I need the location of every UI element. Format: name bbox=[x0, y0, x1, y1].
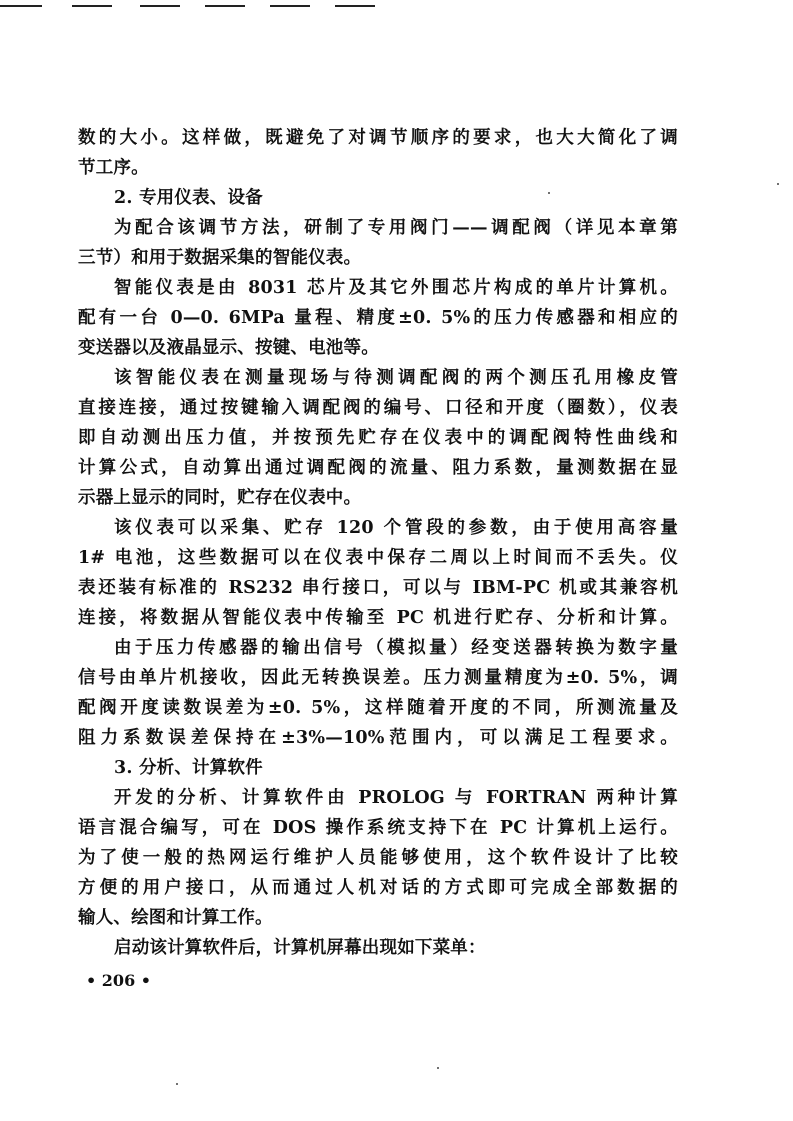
text-line: 计算公式，自动算出通过调配阀的流量、阻力系数，量测数据在显 bbox=[78, 458, 678, 478]
header-rule bbox=[335, 5, 375, 7]
text-line: 该智能仪表在测量现场与待测调配阀的两个测压孔用橡皮管 bbox=[114, 368, 678, 388]
text-line: 节工序。 bbox=[78, 158, 149, 178]
header-rule bbox=[205, 5, 245, 7]
text-line: 表还装有标准的 RS232 串行接口，可以与 IBM-PC 机或其兼容机 bbox=[78, 578, 678, 598]
text-line: 语言混合编写，可在 DOS 操作系统支持下在 PC 计算机上运行。 bbox=[78, 818, 678, 838]
text-line: 输人、绘图和计算工作。 bbox=[78, 908, 273, 928]
text-line: 启动该计算软件后，计算机屏幕出现如下菜单： bbox=[114, 938, 486, 958]
text-line: 方便的用户接口，从而通过人机对话的方式即可完成全部数据的 bbox=[78, 878, 678, 898]
header-rule bbox=[72, 5, 112, 7]
text-line: 示器上显示的同时，贮存在仪表中。 bbox=[78, 488, 362, 508]
header-rule bbox=[270, 5, 310, 7]
text-line: 配有一台 0—0. 6MPa 量程、精度±0. 5%的压力传感器和相应的 bbox=[78, 308, 678, 328]
text-line: 由于压力传感器的输出信号（模拟量）经变送器转换为数字量 bbox=[114, 638, 678, 658]
text-line: 为配合该调节方法，研制了专用阀门——调配阀（详见本章第 bbox=[114, 218, 678, 238]
text-line: 开发的分析、计算软件由 PROLOG 与 FORTRAN 两种计算 bbox=[114, 788, 678, 808]
page-number: • 206 • bbox=[86, 971, 151, 990]
text-line: 智能仪表是由 8031 芯片及其它外围芯片构成的单片计算机。 bbox=[114, 278, 678, 298]
text-line: 信号由单片机接收，因此无转换误差。压力测量精度为±0. 5%，调 bbox=[78, 668, 678, 688]
text-line: 即自动测出压力值，并按预先贮存在仪表中的调配阀特性曲线和 bbox=[78, 428, 678, 448]
header-rules bbox=[0, 0, 793, 12]
scan-speck bbox=[176, 1083, 178, 1085]
section-heading: 2. 专用仪表、设备 bbox=[114, 188, 263, 208]
text-line: 阻力系数误差保持在±3%—10%范围内，可以满足工程要求。 bbox=[78, 728, 678, 748]
text-line: 变送器以及液晶显示、按键、电池等。 bbox=[78, 338, 379, 358]
text-line: 1# 电池，这些数据可以在仪表中保存二周以上时间而不丢失。仪 bbox=[78, 548, 678, 568]
text-line: 为了使一般的热网运行维护人员能够使用，这个软件设计了比较 bbox=[78, 848, 678, 868]
text-line: 数的大小。这样做，既避免了对调节顺序的要求，也大大简化了调 bbox=[78, 128, 678, 148]
scan-speck bbox=[548, 192, 550, 194]
text-line: 该仪表可以采集、贮存 120 个管段的参数，由于使用高容量 bbox=[114, 518, 678, 538]
scan-speck bbox=[777, 183, 779, 185]
scan-speck bbox=[437, 1067, 439, 1069]
text-line: 三节）和用于数据采集的智能仪表。 bbox=[78, 248, 362, 268]
header-rule bbox=[0, 5, 42, 7]
text-line: 直接连接，通过按键输入调配阀的编号、口径和开度（圈数），仪表 bbox=[78, 398, 678, 418]
page-body bbox=[78, 123, 678, 963]
text-line: 配阀开度读数误差为±0. 5%，这样随着开度的不同，所测流量及 bbox=[78, 698, 678, 718]
header-rule bbox=[140, 5, 180, 7]
text-line: 连接，将数据从智能仪表中传输至 PC 机进行贮存、分析和计算。 bbox=[78, 608, 678, 628]
section-heading: 3. 分析、计算软件 bbox=[114, 758, 263, 778]
